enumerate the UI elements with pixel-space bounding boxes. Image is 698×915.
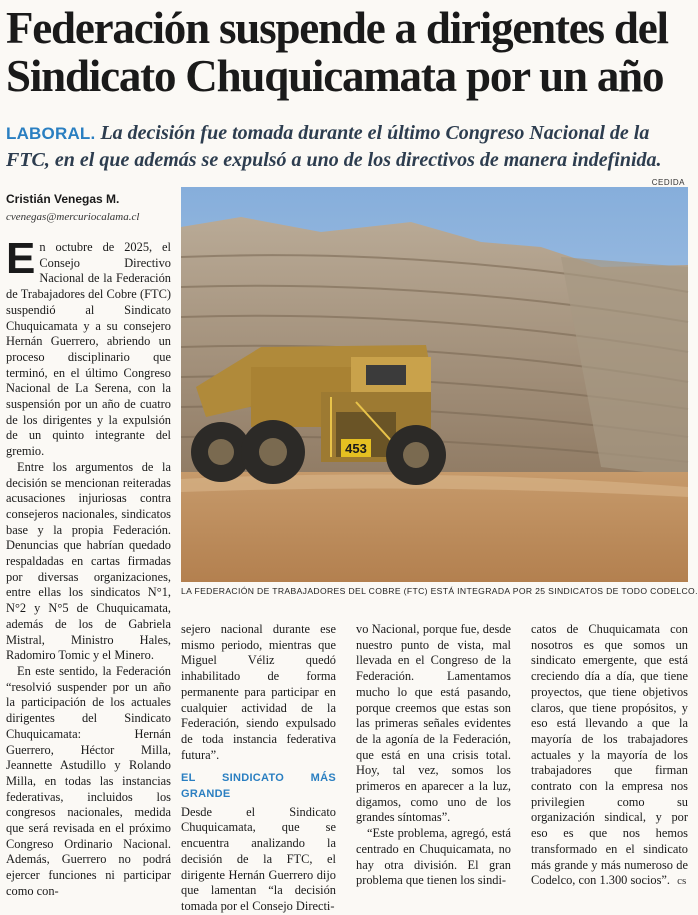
paragraph-1-text: n octubre de 2025, el Consejo Directivo Nacional de la Federación de Trabajadores del Cobre (FTC) suspendió al Sindicato Chuquicamata y a su consejero Hernán Guerrero, abriendo un proceso disciplinario que terminó, en el último Congreso Nacional de La Serena, con la suspensión por un año de cuatro de los dirigentes y la expulsión de un quinto integrante del gremio. bbox=[6, 240, 171, 459]
photo-credit: CEDIDA bbox=[651, 178, 685, 187]
mining-truck-illustration bbox=[181, 187, 688, 582]
drop-cap: E bbox=[6, 234, 36, 283]
headline-line-1: Federación suspende a dirigentes del bbox=[6, 3, 668, 53]
paragraph-1 bbox=[6, 234, 171, 460]
headline-line-2: Sindicato Chuquicamata por un año bbox=[6, 51, 664, 101]
truck-number: 453 bbox=[345, 441, 367, 456]
photo-caption: LA FEDERACIÓN DE TRABAJADORES DEL COBRE (FTC) ESTÁ INTEGRADA POR 25 SINDICATOS DE TODO CODELCO. bbox=[181, 586, 698, 596]
article-photo bbox=[181, 187, 688, 582]
paragraph-2: Entre los argumentos de la decisión se mencionan reiteradas acusaciones injuriosas contra consejeros nacionales, sindicatos base y la propia Federación. Denuncias que habrían quedado respaldadas en cartas firmadas por diversas organizaciones, entre ellas los sindicatos N°1, N°2 y N°5 de Chuquicamata, además de los de Gabriela Mistral, Ministro Hales, Radomiro Tomic y el Minero. bbox=[6, 459, 171, 663]
section-kicker: LABORAL. bbox=[6, 124, 96, 143]
subhead: EL SINDICATO MÁS GRANDE bbox=[181, 772, 336, 801]
headline bbox=[6, 4, 690, 100]
paragraph-4-part-2: vo Nacional, porque fue, desde nuestro punto de vista, mal llevada en el Congreso de la Federación. Lamentamos mucho lo que está pasando, porque creemos que estas son las primeras señales evidentes de la agonía de la Federación, que está en una crisis total. Hoy, tal vez, somos los primeros en aparecer a la luz, digamos, como uno de los grandes síntomas”. bbox=[356, 622, 511, 825]
article-column-3 bbox=[356, 622, 511, 888]
article-column-4 bbox=[531, 622, 688, 888]
paragraph-3-part-2: sejero nacional durante ese mismo periodo, mientras que Miguel Véliz quedó inhabilitado de forma permanente para participar en cualquier actividad de la Federación, siendo expulsado de toda instancia federativa futura”. bbox=[181, 622, 336, 762]
paragraph-5-part-1: “Este problema, agregó, está centrado en Chuquicamata, no hay otra división. El gran problema que tienen los sindi- bbox=[356, 826, 511, 888]
paragraph-4-part-1: Desde el Sindicato Chuquicamata, que se encuentra analizando la decisión de la FTC, el dirigente Hernán Guerrero dijo que lamentan “la decisión tomada por el Consejo Directi- bbox=[181, 804, 336, 913]
byline bbox=[6, 192, 176, 223]
author-name: Cristián Venegas M. bbox=[6, 192, 120, 206]
paragraph-5-part-2: catos de Chuquicamata con nosotros es que somos un sindicato emergente, que está creciendo día a día, que tiene proyectos, que tiene objetivos claros, que tiene propósitos, y eso está llevando a que la mayoría de los trabajadores actuales y la mayoría de los trabajadores que firman contrato con la empresa nos privilegien como su organización sindical, y por eso es que nos hemos transformado en el sindicato más grande y más numeroso de Codelco, con 1.300 socios”. cs bbox=[531, 622, 688, 888]
lede bbox=[6, 120, 690, 174]
article-column-1 bbox=[6, 234, 171, 898]
lede-text: La decisión fue tomada durante el último Congreso Nacional de la FTC, en el que además se expulsó a uno de los directivos de manera indefinida. bbox=[6, 122, 662, 171]
author-email[interactable]: cvenegas@mercuriocalama.cl bbox=[6, 211, 140, 223]
article-column-2 bbox=[181, 622, 336, 913]
end-mark: cs bbox=[677, 875, 687, 888]
paragraph-3-part-1: En este sentido, la Federación “resolvió suspender por un año la participación de los actuales dirigentes del Sindicato Chuquicamata: Hernán Guerrero, Héctor Milla, Jeannette Astudillo y Rolando Milla, en todas las instancias federativas, incluidos los congresos nacionales, medida que será revisada en el próximo Congreso Ordinario Nacional. Además, Guerrero no podrá ejercer funciones ni participar como con- bbox=[6, 663, 171, 898]
